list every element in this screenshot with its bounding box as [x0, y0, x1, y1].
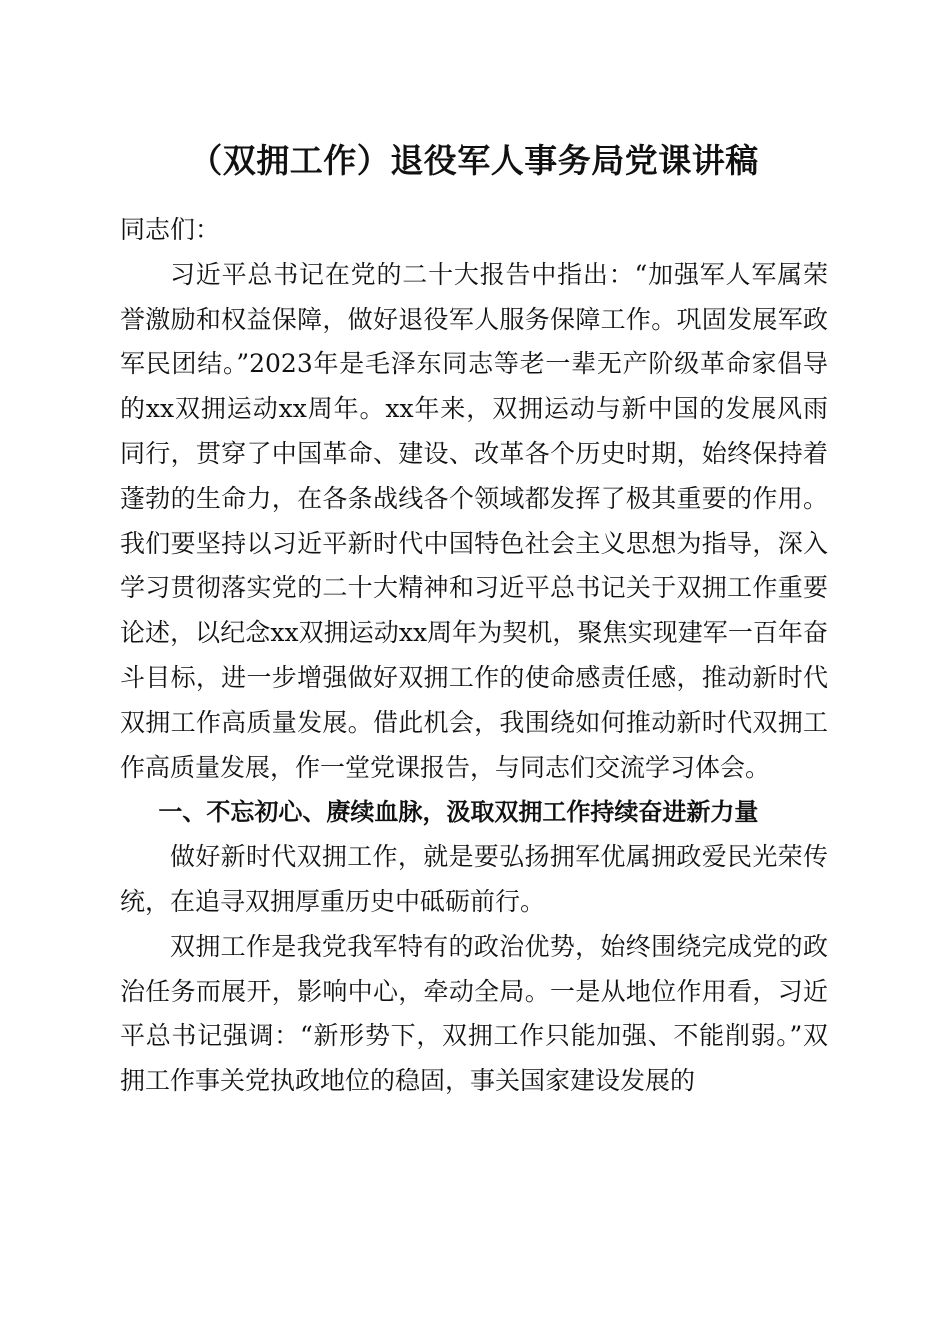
- intro-paragraph: 习近平总书记在党的二十大报告中指出：“加强军人军属荣誉激励和权益保障，做好退役军人服务保障工作。巩固发展军政军民团结。”2023年是毛泽东同志等老一辈无产阶级革命家倡导的xx双拥运动xx周年。xx年来，双拥运动与新中国的发展风雨同行，贯穿了中国革命、建设、改革各个历史时期，始终保持着蓬勃的生命力，在各条战线各个领域都发挥了极其重要的作用。我们要坚持以习近平新时代中国特色社会主义思想为指导，深入学习贯彻落实党的二十大精神和习近平总书记关于双拥工作重要论述，以纪念xx双拥运动xx周年为契机，聚焦实现建军一百年奋斗目标，进一步增强做好双拥工作的使命感责任感，推动新时代双拥工作高质量发展。借此机会，我围绕如何推动新时代双拥工作高质量发展，作一堂党课报告，与同志们交流学习体会。: [120, 259, 828, 782]
- document-title: （双拥工作）退役军人事务局党课讲稿: [189, 141, 759, 180]
- section-heading-1: 一、不忘初心、赓续血脉，汲取双拥工作持续奋进新力量: [158, 798, 759, 827]
- salutation: 同志们：: [120, 215, 221, 244]
- section1-paragraph-2: 双拥工作是我党我军特有的政治优势，始终围绕完成党的政治任务而展开，影响中心，牵动全局。一是从地位作用看，习近平总书记强调：“新形势下，双拥工作只能加强、不能削弱。”双拥工作事关党执政地位的稳固，事关国家建设发展的: [120, 931, 828, 1096]
- document-body: [120, 208, 828, 1104]
- section1-paragraph-1: 做好新时代双拥工作，就是要弘扬拥军优属拥政爱民光荣传统，在追寻双拥厚重历史中砥砺前行。: [120, 842, 828, 916]
